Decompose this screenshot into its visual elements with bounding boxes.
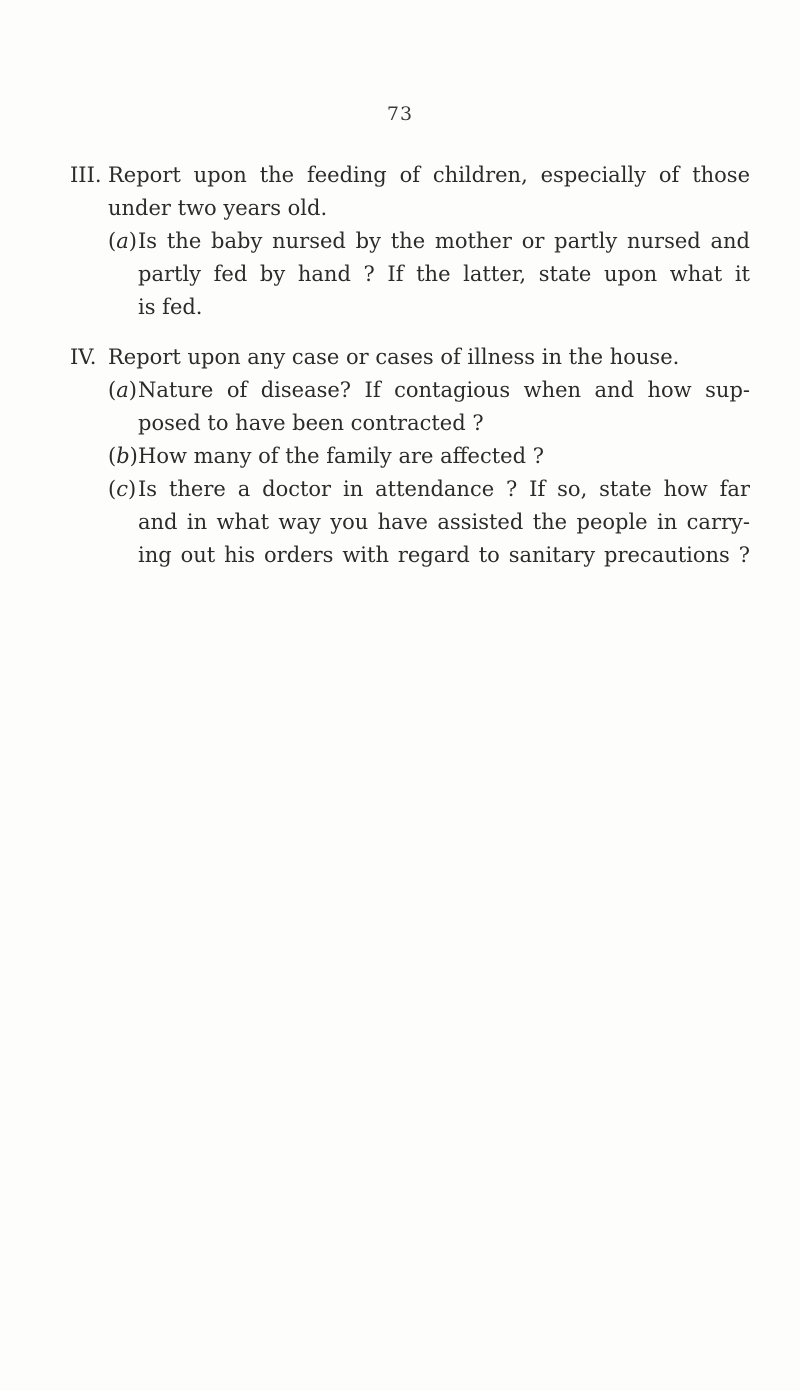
section-iii [70,159,750,324]
item-line: Is the baby nursed by the mother or partly nursed and [138,229,750,253]
section-heading [70,341,750,374]
heading-line: Report upon the feeding of children, especially of those [108,163,750,187]
item-marker: (a) [108,229,137,253]
sub-question-a [70,225,750,324]
sub-question-b [70,440,750,473]
sub-question-a [70,374,750,440]
item-line: posed to have been contracted ? [138,411,484,435]
item-marker: (b) [108,444,138,468]
item-line: is fed. [138,295,203,319]
section-iv [70,341,750,572]
section-heading [70,159,750,225]
item-line: and in what way you have assisted the people in carry- [138,510,750,534]
heading-line: Report upon any case or cases of illness in the house. [108,345,680,369]
item-line: How many of the family are affected ? [138,444,544,468]
section-numeral: IV. [70,345,97,369]
item-marker: (a) [108,378,137,402]
section-numeral: III. [70,163,102,187]
item-line: Nature of disease? If contagious when and how sup- [138,378,750,402]
item-line: Is there a doctor in attendance ? If so, state how far [138,477,750,501]
sub-question-c [70,473,750,572]
item-line: ing out his orders with regard to sanitary precautions ? [138,543,750,567]
heading-line: under two years old. [108,196,328,220]
page-number: 73 [386,103,414,125]
item-marker: (c) [108,477,137,501]
item-line: partly fed by hand ? If the latter, state upon what it [138,262,750,286]
